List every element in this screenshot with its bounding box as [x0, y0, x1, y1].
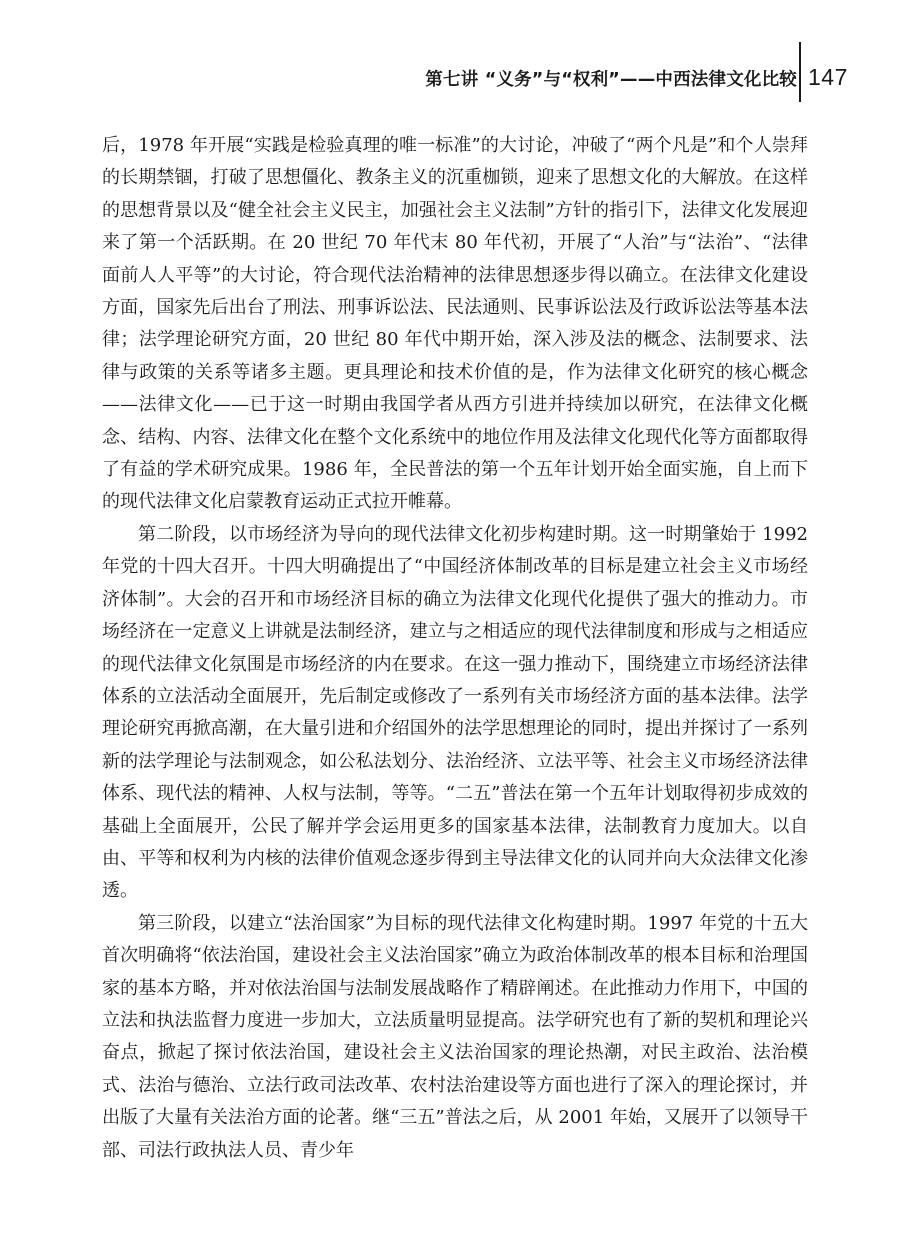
chapter-header-title: 第七讲 “义务”与“权利”——中西法律文化比较	[425, 70, 797, 90]
paragraph-stage-two: 第二阶段，以市场经济为导向的现代法律文化初步构建时期。这一时期肇始于 1992 年党的十四大召开。十四大明确提出了“中国经济体制改革的目标是建立社会主义市场经济体制”。大会的召开和市场经济目标的确立为法律文化现代化提供了强大的推动力。市场经济在一定意义上讲就是法制经济，建立与之相适应的现代法律制度和形成与之相适应的现代法律文化氛围是市场经济的内在要求。在这一强力推动下，围绕建立市场经济法律体系的立法活动全面展开，先后制定或修改了一系列有关市场经济方面的基本法律。法学理论研究再掀高潮，在大量引进和介绍国外的法学思想理论的同时，提出并探讨了一系列新的法学理论与法制观念，如公私法划分、法治经济、立法平等、社会主义市场经济法律体系、现代法的精神、人权与法制，等等。“二五”普法在第一个五年计划取得初步成效的基础上全面展开，公民了解并学会运用更多的国家基本法律，法制教育力度加大。以自由、平等和权利为内核的法律价值观念逐步得到主导法律文化的认同并向大众法律文化渗透。	[102, 523, 808, 902]
body-text	[102, 130, 808, 1167]
running-header	[0, 64, 900, 98]
paragraph-continued: 后，1978 年开展“实践是检验真理的唯一标准”的大讨论，冲破了“两个凡是”和个人崇拜的长期禁锢，打破了思想僵化、教条主义的沉重枷锁，迎来了思想文化的大解放。在这样的思想背景以及“健全社会主义民主，加强社会主义法制”方针的指引下，法律文化发展迎来了第一个活跃期。在 20 世纪 70 年代末 80 年代初，开展了“人治”与“法治”、“法律面前人人平等”的大讨论，符合现代法治精神的法律思想逐步得以确立。在法律文化建设方面，国家先后出台了刑法、刑事诉讼法、民法通则、民事诉讼法及行政诉讼法等基本法律；法学理论研究方面，20 世纪 80 年代中期开始，深入涉及法的概念、法制要求、法律与政策的关系等诸多主题。更具理论和技术价值的是，作为法律文化研究的核心概念——法律文化——已于这一时期由我国学者从西方引进并持续加以研究，在法律文化概念、结构、内容、法律文化在整个文化系统中的地位作用及法律文化现代化等方面都取得了有益的学术研究成果。1986 年，全民普法的第一个五年计划开始全面实施，自上而下的现代法律文化启蒙教育运动正式拉开帷幕。	[102, 135, 808, 513]
page-number: 147	[808, 64, 848, 90]
paragraph-stage-three: 第三阶段，以建立“法治国家”为目标的现代法律文化构建时期。1997 年党的十五大首次明确将“依法治国，建设社会主义法治国家”确立为政治体制改革的根本目标和治理国家的基本方略，并对依法治国与法制发展战略作了精辟阐述。在此推动力作用下，中国的立法和执法监督力度进一步加大，立法质量明显提高。法学研究也有了新的契机和理论兴奋点，掀起了探讨依法治国，建设社会主义法治国家的理论热潮，对民主政治、法治模式、法治与德治、立法行政司法改革、农村法治建设等方面也进行了深入的理论探讨，并出版了大量有关法治方面的论著。继“三五”普法之后，从 2001 年始，又展开了以领导干部、司法行政执法人员、青少年	[102, 912, 808, 1161]
header-divider	[799, 42, 801, 102]
